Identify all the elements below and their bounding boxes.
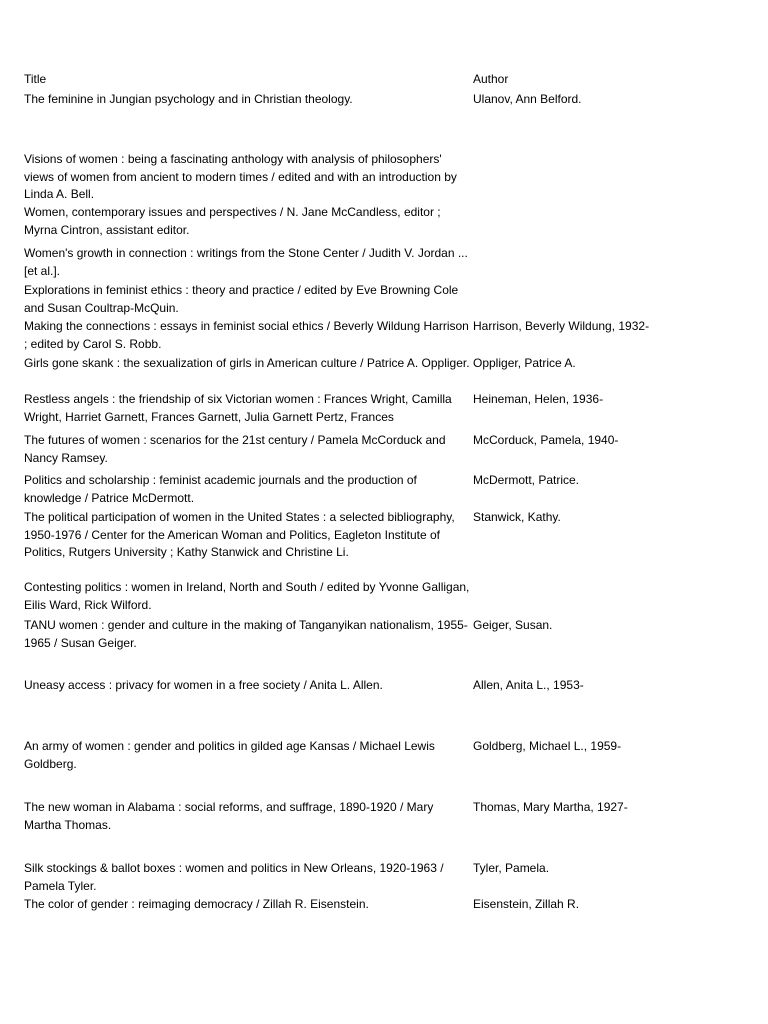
row-2-title: Visions of women : being a fascinating anthology with analysis of philosophers' views of women from ancient to modern times / edited and with an introduction by Linda A. Bell. [24, 152, 457, 201]
row-15-title: An army of women : gender and politics in gilded age Kansas / Michael Lewis Goldberg. [24, 739, 435, 771]
row-13-author: Geiger, Susan. [473, 618, 553, 632]
row-10-title: Politics and scholarship : feminist academic journals and the production of knowledge / Patrice McDermott. [24, 473, 417, 505]
row-11-title: The political participation of women in the United States : a selected bibliography, 1950-1976 / Center for the American Woman and Politics, Eagleton Institute of Politics, Rutgers University ; Kathy Stanwick and Christine Li. [24, 510, 455, 559]
row-7-author: Oppliger, Patrice A. [473, 356, 576, 370]
row-10-author: McDermott, Patrice. [473, 473, 580, 487]
row-11-author: Stanwick, Kathy. [473, 510, 561, 524]
row-14-title: Uneasy access : privacy for women in a free society / Anita L. Allen. [24, 678, 383, 692]
author-column-header: Author [473, 72, 509, 86]
row-9-title: The futures of women : scenarios for the 21st century / Pamela McCorduck and Nancy Ramsey. [24, 433, 446, 465]
row-18-title: The color of gender : reimaging democracy / Zillah R. Eisenstein. [24, 897, 369, 911]
row-7-title: Girls gone skank : the sexualization of girls in American culture / Patrice A. Oppliger. [24, 356, 470, 370]
title-column-header: Title [24, 72, 47, 86]
row-16-author: Thomas, Mary Martha, 1927- [473, 800, 628, 814]
row-5-title: Explorations in feminist ethics : theory and practice / edited by Eve Browning Cole and Susan Coultrap-McQuin. [24, 283, 459, 315]
row-12-title: Contesting politics : women in Ireland, North and South / edited by Yvonne Galligan, Eilis Ward, Rick Wilford. [24, 580, 470, 612]
row-17-author: Tyler, Pamela. [473, 861, 550, 875]
row-18-author: Eisenstein, Zillah R. [473, 897, 580, 911]
row-17-title: Silk stockings & ballot boxes : women and politics in New Orleans, 1920-1963 / Pamela Tyler. [24, 861, 444, 893]
row-4-title: Women's growth in connection : writings from the Stone Center / Judith V. Jordan ... [et al.]. [24, 246, 468, 278]
row-15-author: Goldberg, Michael L., 1959- [473, 739, 622, 753]
row-13-title: TANU women : gender and culture in the making of Tanganyikan nationalism, 1955-1965 / Susan Geiger. [24, 618, 468, 650]
row-9-author: McCorduck, Pamela, 1940- [473, 433, 619, 447]
row-6-title: Making the connections : essays in feminist social ethics / Beverly Wildung Harrison ; edited by Carol S. Robb. [24, 319, 469, 351]
row-1-title: The feminine in Jungian psychology and in Christian theology. [24, 92, 353, 106]
row-1-author: Ulanov, Ann Belford. [473, 92, 582, 106]
row-16-title: The new woman in Alabama : social reforms, and suffrage, 1890-1920 / Mary Martha Thomas. [24, 800, 434, 832]
row-3-title: Women, contemporary issues and perspectives / N. Jane McCandless, editor ; Myrna Cintron, assistant editor. [24, 205, 441, 237]
row-14-author: Allen, Anita L., 1953- [473, 678, 584, 692]
row-8-author: Heineman, Helen, 1936- [473, 392, 604, 406]
row-6-author: Harrison, Beverly Wildung, 1932- [473, 319, 650, 333]
row-8-title: Restless angels : the friendship of six Victorian women : Frances Wright, Camilla Wright, Harriet Garnett, Frances Garnett, Julia Garnett Pertz, Frances [24, 392, 452, 424]
